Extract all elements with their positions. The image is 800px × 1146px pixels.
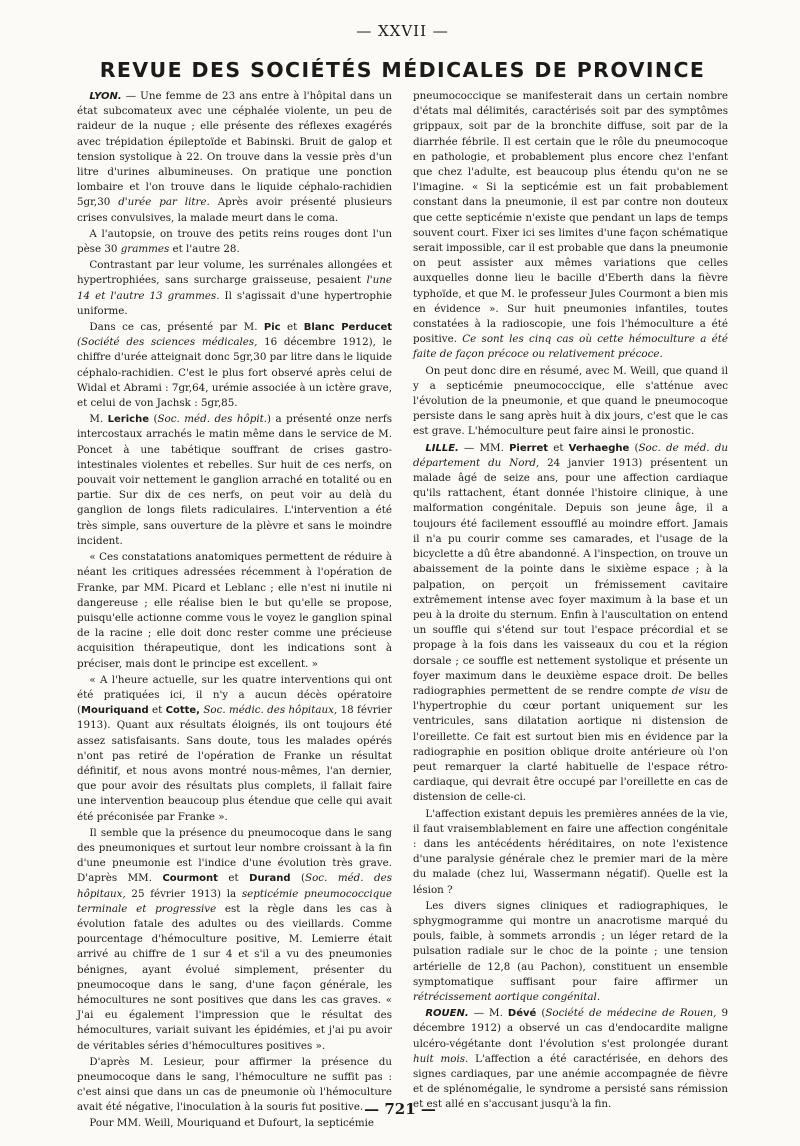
paragraph-autopsy: A l'autopsie, on trouve des petits reins rouges dont l'un pèse 30 grammes et l'autre 28.: [77, 227, 392, 256]
page-number: — 721 —: [364, 1100, 436, 1118]
author-name: Cotte,: [165, 705, 200, 717]
city-heading-lille: LILLE.: [425, 442, 459, 454]
paragraph-congenital: L'affection existant depuis les premières années de la vie, il faut vraisemblablement en faire une affection congénitale : dans les antécédents héréditaires, on note l'existence d'une paralysie générale chez le premier mari de la mère du malade (chez lui, Wassermann négatif). Quelle est la lésion ?: [413, 807, 728, 896]
author-name: Pierret: [509, 442, 549, 454]
paragraph-quotation: « Ces constatations anatomiques permettent de réduire à néant les critiques adressées récemment à l'opération de Franke, par MM. Picard et Leblanc ; elle n'est ni inutile ni dangereuse ; elle réalise bien le but qu'elle se propose, puisqu'elle actionne comme vous le voyez le ganglion spinal de la racine ; elle doit donc rester comme une précieuse acquisition thérapeutique, dont les indications sont à préciser, mais dont le principe est excellent. »: [77, 551, 392, 670]
paragraph-lyon-case: LYON. — Une femme de 23 ans entre à l'hôpital dans un état subcomateux avec une céphalée violente, un peu de raideur de la nuque ; elle présente des réflexes exagérés avec trépidation épileptoïde et Babinski. Bruit de galop et tension systolique à 22. On trouve dans la vessie près d'un litre d'urines albumineuses. On pratique une ponction lombaire et l'on trouve dans le liquide céphalo-rachidien 5gr,30 d'urée par litre. Après avoir présenté plusieurs crises convulsives, la malade meurt dans le coma.: [77, 90, 392, 224]
author-name: Dévé: [507, 1008, 537, 1020]
paragraph-leriche: M. Leriche (Soc. méd. des hôpit.) a présenté onze nerfs intercostaux arrachés le matin même dans le service de M. Poncet à une tabétique souffrant de crises gastro-intestinales violentes et rebelles. Sur huit de ces nerfs, on pouvait voir nettement le ganglion arraché en totalité ou en partie. Sur dix de ces nerfs, on peut voir au delà du ganglion de longs filets radiculaires. L'intervention a été très simple, sans ouverture de la plèvre et sans le moindre incident.: [77, 413, 393, 547]
author-name: Pic: [263, 322, 281, 334]
two-column-body: [77, 89, 728, 1131]
paragraph-courmont-durand: Il semble que la présence du pneumocoque dans le sang des pneumoniques et surtout leur nombre croissant à la fin d'une pneumonie est l'indice d'une évolution très grave. D'après MM. Courmont et Durand (Soc. méd. des hôpitaux, 25 février 1913) la septicémie pneumococcique terminale et progressive est la règle dans les cas à évolution fatale des adultes ou des vieillards. Comme pourcentage d'hémoculture positive, M. Lemierre était arrivé au chiffre de 1 sur 4 et s'il a vu des pneumonies bénignes, ayant évolué simplement, présenter du pneumocoque dans le sang, d'une façon générale, les hémocultures ne sont positives que dans les cas graves. « J'ai eu également l'impression que le résultat des hémocultures, variait suivant les épidémies, et j'ai pu avoir de véritables séries d'hémocultures positives ».: [77, 826, 393, 1052]
paragraph-rouen-case: ROUEN. — M. Dévé (Société de médecine de Rouen, 9 décembre 1912) a observé un cas d'endocardite maligne ulcéro-végétante dont l'évolution s'est prolongée durant huit mois. L'affection a été caractérisée, en dehors des signes cardiaques, par une anémie accompagnée de fièvre et de splénomégalie, le syndrome a persisté sans rémission et est allé en s'accusant jusqu'à la fin.: [413, 1007, 729, 1111]
paragraph-lille-case: LILLE. — MM. Pierret et Verhaeghe (Soc. de méd. du département du Nord, 24 janvier 1913) présentent un malade âgé de seize ans, pour une affection cardiaque qu'ils rattachent, étant donnée l'histoire clinique, à une malformation congénitale. Depuis son jeune âge, il a toujours été facilement essoufflé au moindre effort. Jamais il n'a pu courir comme ses camarades, et l'usage de la bicyclette a dû être abandonné. A l'inspection, on trouve un abaissement de la pointe dans le sixième espace ; à la palpation, on perçoit un frémissement cavitaire extrêmement intense avec foyer maximum à la base et un peu à la droite du sternum. Enfin à l'auscultation on entend un souffle qui s'étend sur tout l'espace précordial et se propage à la fois dans les vaisseaux du cou et la région dorsale ; ce souffle est nettement systolique et présente un foyer maximum dans le deuxième espace droit. De belles radiographies permettent de se rendre compte de visu de l'hypertrophie du cœur portant uniquement sur les ventricules, sans dilatation aortique ni distension de l'oreillette. Ce fait est surtout bien mis en évidence par la radiographie en position oblique droite antérieure où l'on peut remarquer la clarté habituelle de l'espace rétro-cardiaque, qui devrait être occupé par l'oreillette en cas de distension de celle-ci.: [413, 441, 728, 804]
paragraph-adrenals: Contrastant par leur volume, les surrénales allongées et hypertrophiées, sans surcharge graisseuse, pesaient l'une 14 et l'autre 13 grammes. Il s'agissait d'une hypertrophie uniforme.: [77, 259, 392, 317]
paragraph-summary: On peut donc dire en résumé, avec M. Weill, que quand il y a septicémie pneumococcique, elle s'atténue avec l'évolution de la pneumonie, et que quand le pneumocoque persiste dans le sang après huit à dix jours, c'est que le cas est grave. L'hémoculture peut faire ainsi le pronostic.: [413, 364, 728, 438]
city-heading-rouen: ROUEN.: [425, 1008, 469, 1020]
city-heading-lyon: LYON.: [89, 91, 122, 102]
left-column: [77, 89, 392, 1131]
paragraph-pic-perducet: Dans ce cas, présenté par M. Pic et Blanc Perducet (Société des sciences médicales, 16 décembre 1912), le chiffre d'urée atteignait donc 5gr,30 par litre dans le liquide céphalo-rachidien. C'est le plus fort observé après celui de Widal et Abrami : 7gr,64, urémie associée à un ictère grave, et celui de von Jachsk : 5gr,85.: [77, 321, 393, 410]
right-column: [413, 89, 728, 1131]
author-name: Mouriquand: [81, 705, 149, 717]
paragraph-mouriquand-cotte: « A l'heure actuelle, sur les quatre interventions qui ont été pratiquées ici, il n'y a aucun décès opératoire (Mouriquand et Cotte, Soc. médic. des hôpitaux, 18 février 1913). Quant aux résultats éloignés, ils ont toujours été assez satisfaisants. Sans doute, tous les malades opérés n'ont pas retiré de l'opération de Franke un résultat définitif, et nous avons montré nous-mêmes, l'an dernier, que pour avoir des résultats plus complets, il fallait faire une intervention beaucoup plus étendue que celle qui avait été préconisée par Franke ».: [77, 673, 392, 823]
paragraph-weill-continued: pneumococcique se manifesterait dans un certain nombre d'états mal délimités, caractérisés soit par des symptômes grippaux, soit par de la bronchite diffuse, soit par de la diarrhée fébrile. Il est certain que le rôle du pneumocoque en pathologie, et probablement plus encore chez l'enfant que chez l'adulte, est beaucoup plus étendu qu'on ne se l'imagine. « Si la septicémie est un fait probablement constant dans la pneumonie, il est par contre non douteux que cette septicémie n'existe que pendant un laps de temps souvent court. Fixer ici ses limites d'une façon schématique serait impossible, car il est probable que dans la pneumonie on peut assister aux mêmes variations que celles auxquelles donne lieu le bacille d'Eberth dans la fièvre typhoïde, et que M. le professeur Jules Courmont a bien mis en évidence ». Sur huit pneumonies infantiles, toutes constatées à la radioscopie, une fois l'hémoculture a été positive. Ce sont les cinq cas où cette hémoculture a été faite de façon précoce ou relativement précoce.: [413, 90, 728, 361]
author-name: Leriche: [107, 414, 149, 426]
author-name: Verhaeghe: [568, 442, 630, 454]
section-title: REVUE DES SOCIÉTÉS MÉDICALES DE PROVINCE: [99, 58, 706, 82]
author-name: Blanc Perducet: [303, 322, 393, 334]
roman-page-number: — XXVII —: [356, 22, 449, 40]
author-name: Courmont: [162, 873, 218, 885]
paragraph-signs: Les divers signes cliniques et radiographiques, le sphygmogramme qui montre un anacrotisme marqué du pouls, faible, à sommets arrondis ; un léger retard de la pulsation radiale sur le choc de la pointe ; une tension artérielle de 12,8 (au Pachon), constituent un ensemble symptomatique suffisant pour faire affirmer un rétrécissement aortique congénital.: [413, 899, 728, 1003]
author-name: Durand: [249, 873, 291, 885]
paragraph-weill-start: Pour MM. Weill, Mouriquand et Dufourt, la septicémie: [89, 1116, 374, 1129]
paragraph-lesieur: D'après M. Lesieur, pour affirmer la présence du pneumocoque dans le sang, l'hémoculture ne suffit pas : c'est ainsi que dans un cas de pneumonie où l'hémoculture avait été négative, l'inoculation à la souris fut positive.: [77, 1055, 392, 1114]
